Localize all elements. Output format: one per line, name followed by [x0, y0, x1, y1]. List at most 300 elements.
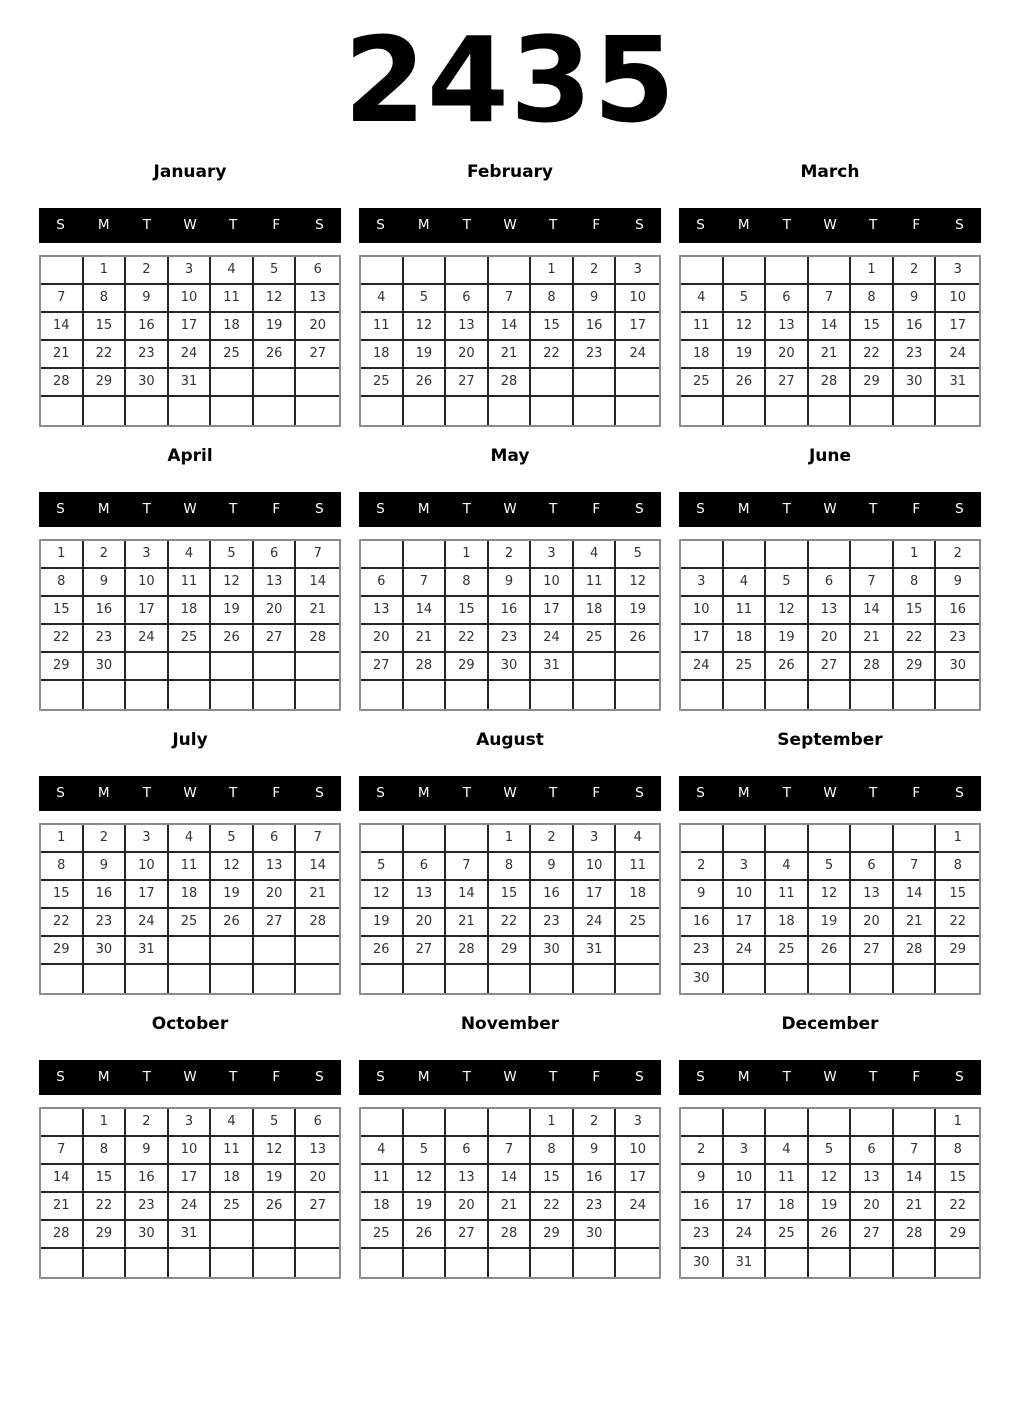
day-cell: 21 — [489, 1193, 532, 1221]
day-cell: 25 — [211, 341, 254, 369]
day-cell: 8 — [41, 853, 84, 881]
day-cell: 19 — [809, 909, 852, 937]
weekday-label: S — [376, 501, 385, 518]
day-cell: 12 — [809, 1165, 852, 1193]
empty-day-cell — [766, 541, 809, 569]
weekday-header-row — [679, 1060, 981, 1095]
day-cell: 27 — [296, 1193, 339, 1221]
day-cell: 21 — [809, 341, 852, 369]
day-cell: 15 — [84, 313, 127, 341]
weekday-label: S — [56, 501, 65, 518]
weekday-label: S — [376, 217, 385, 234]
weekday-label: T — [549, 785, 558, 802]
day-cell: 10 — [616, 285, 659, 313]
day-cell: 11 — [616, 853, 659, 881]
empty-day-cell — [404, 257, 447, 285]
empty-day-cell — [724, 965, 767, 993]
empty-day-cell — [574, 681, 617, 709]
day-cell: 9 — [126, 285, 169, 313]
weekday-label: S — [696, 1069, 705, 1086]
day-cell: 24 — [126, 625, 169, 653]
weekday-label: S — [635, 501, 644, 518]
day-cell: 12 — [766, 597, 809, 625]
weekday-label: T — [229, 217, 238, 234]
empty-day-cell — [766, 397, 809, 425]
month-grid — [359, 255, 661, 427]
day-cell: 24 — [936, 341, 979, 369]
empty-day-cell — [296, 681, 339, 709]
month-grid — [39, 1107, 341, 1279]
day-cell: 8 — [936, 1137, 979, 1165]
weekday-label: W — [503, 1069, 517, 1086]
day-cell: 6 — [851, 853, 894, 881]
day-cell: 2 — [936, 541, 979, 569]
day-cell: 26 — [404, 369, 447, 397]
day-cell: 31 — [169, 369, 212, 397]
day-cell: 1 — [489, 825, 532, 853]
day-cell: 3 — [681, 569, 724, 597]
day-cell: 28 — [41, 369, 84, 397]
day-cell: 7 — [489, 1137, 532, 1165]
day-cell: 22 — [531, 341, 574, 369]
empty-day-cell — [404, 681, 447, 709]
empty-day-cell — [446, 1109, 489, 1137]
empty-day-cell — [211, 1249, 254, 1277]
day-cell: 5 — [211, 825, 254, 853]
day-cell: 19 — [404, 341, 447, 369]
weekday-label: S — [315, 501, 324, 518]
day-cell: 1 — [851, 257, 894, 285]
day-cell: 10 — [574, 853, 617, 881]
day-cell: 16 — [84, 597, 127, 625]
day-cell: 16 — [489, 597, 532, 625]
day-cell: 11 — [361, 1165, 404, 1193]
day-cell: 28 — [489, 369, 532, 397]
empty-day-cell — [851, 397, 894, 425]
day-cell: 25 — [681, 369, 724, 397]
day-cell: 18 — [724, 625, 767, 653]
empty-day-cell — [404, 1109, 447, 1137]
day-cell: 27 — [296, 341, 339, 369]
day-cell: 2 — [681, 1137, 724, 1165]
day-cell: 7 — [894, 1137, 937, 1165]
weekday-label: T — [142, 1069, 151, 1086]
empty-day-cell — [211, 369, 254, 397]
empty-day-cell — [681, 825, 724, 853]
weekday-label: S — [635, 785, 644, 802]
empty-day-cell — [126, 653, 169, 681]
day-cell: 16 — [936, 597, 979, 625]
day-cell: 4 — [574, 541, 617, 569]
day-cell: 21 — [404, 625, 447, 653]
day-cell: 20 — [809, 625, 852, 653]
day-cell: 13 — [361, 597, 404, 625]
day-cell: 29 — [936, 1221, 979, 1249]
day-cell: 28 — [296, 625, 339, 653]
day-cell: 21 — [894, 1193, 937, 1221]
empty-day-cell — [296, 965, 339, 993]
weekday-label: M — [737, 1069, 750, 1086]
weekday-label: T — [782, 501, 791, 518]
day-cell: 15 — [936, 881, 979, 909]
empty-day-cell — [616, 397, 659, 425]
day-cell: 20 — [851, 1193, 894, 1221]
day-cell: 8 — [894, 569, 937, 597]
day-cell: 17 — [724, 1193, 767, 1221]
day-cell: 14 — [809, 313, 852, 341]
day-cell: 30 — [574, 1221, 617, 1249]
day-cell: 2 — [84, 825, 127, 853]
empty-day-cell — [616, 1221, 659, 1249]
day-cell: 9 — [574, 285, 617, 313]
weekday-label: W — [823, 1069, 837, 1086]
day-cell: 17 — [169, 313, 212, 341]
weekday-label: W — [183, 217, 197, 234]
weekday-label: F — [592, 217, 601, 234]
month-title: August — [476, 729, 544, 750]
empty-day-cell — [766, 825, 809, 853]
day-cell: 6 — [296, 1109, 339, 1137]
day-cell: 31 — [936, 369, 979, 397]
day-cell: 14 — [296, 853, 339, 881]
weekday-label: S — [635, 1069, 644, 1086]
weekday-label: T — [782, 217, 791, 234]
day-cell: 7 — [404, 569, 447, 597]
day-cell: 3 — [616, 1109, 659, 1137]
day-cell: 12 — [211, 853, 254, 881]
empty-day-cell — [254, 1221, 297, 1249]
day-cell: 27 — [851, 1221, 894, 1249]
day-cell: 13 — [766, 313, 809, 341]
day-cell: 30 — [126, 369, 169, 397]
empty-day-cell — [531, 1249, 574, 1277]
weekday-label: M — [737, 217, 750, 234]
day-cell: 24 — [616, 1193, 659, 1221]
weekday-label: T — [869, 501, 878, 518]
day-cell: 8 — [531, 1137, 574, 1165]
month-february — [359, 158, 661, 427]
weekday-label: T — [869, 1069, 878, 1086]
day-cell: 4 — [169, 825, 212, 853]
empty-day-cell — [616, 681, 659, 709]
day-cell: 16 — [574, 1165, 617, 1193]
day-cell: 30 — [681, 965, 724, 993]
weekday-label: F — [272, 785, 281, 802]
day-cell: 12 — [616, 569, 659, 597]
empty-day-cell — [489, 1249, 532, 1277]
day-cell: 22 — [84, 341, 127, 369]
day-cell: 23 — [894, 341, 937, 369]
weekday-label: W — [503, 785, 517, 802]
day-cell: 16 — [531, 881, 574, 909]
day-cell: 5 — [724, 285, 767, 313]
day-cell: 30 — [84, 653, 127, 681]
day-cell: 17 — [574, 881, 617, 909]
month-september — [679, 726, 981, 995]
empty-day-cell — [616, 653, 659, 681]
empty-day-cell — [211, 653, 254, 681]
day-cell: 15 — [531, 313, 574, 341]
empty-day-cell — [254, 1249, 297, 1277]
day-cell: 10 — [724, 1165, 767, 1193]
day-cell: 27 — [851, 937, 894, 965]
month-august — [359, 726, 661, 995]
empty-day-cell — [361, 825, 404, 853]
weekday-label: T — [142, 501, 151, 518]
day-cell: 10 — [936, 285, 979, 313]
empty-day-cell — [766, 1109, 809, 1137]
day-cell: 25 — [169, 909, 212, 937]
day-cell: 14 — [296, 569, 339, 597]
day-cell: 7 — [41, 285, 84, 313]
day-cell: 26 — [809, 937, 852, 965]
day-cell: 2 — [531, 825, 574, 853]
day-cell: 30 — [681, 1249, 724, 1277]
day-cell: 31 — [724, 1249, 767, 1277]
weekday-header-row — [39, 208, 341, 243]
day-cell: 10 — [531, 569, 574, 597]
day-cell: 17 — [616, 313, 659, 341]
day-cell: 29 — [84, 369, 127, 397]
empty-day-cell — [724, 1109, 767, 1137]
day-cell: 3 — [616, 257, 659, 285]
day-cell: 11 — [211, 285, 254, 313]
empty-day-cell — [446, 825, 489, 853]
empty-day-cell — [894, 681, 937, 709]
day-cell: 12 — [404, 313, 447, 341]
weekday-label: M — [737, 785, 750, 802]
weekday-label: T — [869, 217, 878, 234]
month-grid — [359, 1107, 661, 1279]
day-cell: 13 — [296, 1137, 339, 1165]
day-cell: 27 — [446, 369, 489, 397]
empty-day-cell — [126, 1249, 169, 1277]
empty-day-cell — [489, 681, 532, 709]
empty-day-cell — [446, 965, 489, 993]
day-cell: 3 — [126, 825, 169, 853]
day-cell: 8 — [446, 569, 489, 597]
day-cell: 27 — [361, 653, 404, 681]
day-cell: 16 — [126, 1165, 169, 1193]
day-cell: 3 — [531, 541, 574, 569]
month-title: October — [151, 1013, 229, 1034]
weekday-label: M — [417, 217, 430, 234]
empty-day-cell — [724, 825, 767, 853]
day-cell: 24 — [724, 1221, 767, 1249]
weekday-label: T — [462, 1069, 471, 1086]
day-cell: 8 — [84, 285, 127, 313]
day-cell: 25 — [361, 369, 404, 397]
day-cell: 24 — [724, 937, 767, 965]
day-cell: 1 — [84, 1109, 127, 1137]
day-cell: 17 — [724, 909, 767, 937]
weekday-label: W — [823, 785, 837, 802]
day-cell: 8 — [84, 1137, 127, 1165]
empty-day-cell — [169, 937, 212, 965]
month-grid — [679, 255, 981, 427]
day-cell: 20 — [446, 1193, 489, 1221]
day-cell: 9 — [84, 853, 127, 881]
weekday-header-row — [359, 1060, 661, 1095]
empty-day-cell — [169, 1249, 212, 1277]
day-cell: 21 — [489, 341, 532, 369]
empty-day-cell — [766, 965, 809, 993]
day-cell: 2 — [574, 1109, 617, 1137]
day-cell: 26 — [809, 1221, 852, 1249]
month-title: January — [153, 161, 227, 182]
day-cell: 13 — [446, 1165, 489, 1193]
empty-day-cell — [169, 653, 212, 681]
day-cell: 10 — [169, 1137, 212, 1165]
day-cell: 12 — [254, 285, 297, 313]
month-grid — [39, 539, 341, 711]
weekday-label: T — [462, 217, 471, 234]
day-cell: 2 — [126, 257, 169, 285]
day-cell: 3 — [724, 853, 767, 881]
empty-day-cell — [84, 965, 127, 993]
day-cell: 16 — [84, 881, 127, 909]
empty-day-cell — [574, 653, 617, 681]
day-cell: 19 — [404, 1193, 447, 1221]
weekday-label: T — [549, 1069, 558, 1086]
empty-day-cell — [894, 1109, 937, 1137]
empty-day-cell — [766, 1249, 809, 1277]
weekday-label: T — [229, 501, 238, 518]
empty-day-cell — [936, 397, 979, 425]
day-cell: 23 — [489, 625, 532, 653]
day-cell: 22 — [894, 625, 937, 653]
day-cell: 28 — [404, 653, 447, 681]
empty-day-cell — [851, 825, 894, 853]
empty-day-cell — [809, 681, 852, 709]
day-cell: 6 — [766, 285, 809, 313]
day-cell: 9 — [84, 569, 127, 597]
day-cell: 6 — [446, 285, 489, 313]
day-cell: 6 — [361, 569, 404, 597]
day-cell: 12 — [404, 1165, 447, 1193]
empty-day-cell — [489, 397, 532, 425]
day-cell: 3 — [936, 257, 979, 285]
empty-day-cell — [446, 257, 489, 285]
day-cell: 9 — [681, 1165, 724, 1193]
weekday-label: F — [912, 217, 921, 234]
empty-day-cell — [724, 541, 767, 569]
empty-day-cell — [169, 397, 212, 425]
day-cell: 6 — [446, 1137, 489, 1165]
weekday-label: S — [315, 785, 324, 802]
day-cell: 20 — [361, 625, 404, 653]
day-cell: 11 — [169, 853, 212, 881]
month-grid — [679, 539, 981, 711]
day-cell: 22 — [84, 1193, 127, 1221]
day-cell: 23 — [681, 1221, 724, 1249]
weekday-label: S — [696, 785, 705, 802]
day-cell: 4 — [211, 257, 254, 285]
day-cell: 2 — [84, 541, 127, 569]
day-cell: 17 — [169, 1165, 212, 1193]
empty-day-cell — [296, 937, 339, 965]
day-cell: 23 — [84, 625, 127, 653]
day-cell: 21 — [41, 341, 84, 369]
day-cell: 28 — [489, 1221, 532, 1249]
day-cell: 19 — [616, 597, 659, 625]
day-cell: 20 — [254, 881, 297, 909]
weekday-header-row — [39, 776, 341, 811]
month-title: March — [800, 161, 860, 182]
weekday-label: W — [503, 501, 517, 518]
day-cell: 26 — [361, 937, 404, 965]
empty-day-cell — [169, 681, 212, 709]
day-cell: 18 — [211, 313, 254, 341]
day-cell: 15 — [894, 597, 937, 625]
empty-day-cell — [41, 1249, 84, 1277]
day-cell: 5 — [404, 1137, 447, 1165]
day-cell: 29 — [446, 653, 489, 681]
empty-day-cell — [894, 965, 937, 993]
day-cell: 23 — [574, 341, 617, 369]
month-april — [39, 442, 341, 711]
day-cell: 10 — [724, 881, 767, 909]
month-december — [679, 1010, 981, 1279]
day-cell: 31 — [126, 937, 169, 965]
day-cell: 28 — [296, 909, 339, 937]
day-cell: 11 — [766, 1165, 809, 1193]
empty-day-cell — [489, 965, 532, 993]
empty-day-cell — [616, 937, 659, 965]
empty-day-cell — [574, 397, 617, 425]
day-cell: 13 — [851, 1165, 894, 1193]
weekday-label: T — [462, 501, 471, 518]
day-cell: 18 — [361, 1193, 404, 1221]
empty-day-cell — [169, 965, 212, 993]
day-cell: 25 — [766, 1221, 809, 1249]
day-cell: 16 — [681, 1193, 724, 1221]
day-cell: 1 — [531, 1109, 574, 1137]
day-cell: 15 — [41, 597, 84, 625]
day-cell: 10 — [126, 853, 169, 881]
weekday-label: S — [696, 217, 705, 234]
weekday-label: F — [592, 785, 601, 802]
day-cell: 15 — [489, 881, 532, 909]
day-cell: 9 — [574, 1137, 617, 1165]
day-cell: 4 — [681, 285, 724, 313]
day-cell: 20 — [851, 909, 894, 937]
day-cell: 15 — [851, 313, 894, 341]
day-cell: 21 — [296, 597, 339, 625]
day-cell: 8 — [531, 285, 574, 313]
weekday-label: F — [592, 501, 601, 518]
empty-day-cell — [446, 397, 489, 425]
day-cell: 29 — [851, 369, 894, 397]
day-cell: 16 — [126, 313, 169, 341]
day-cell: 18 — [681, 341, 724, 369]
empty-day-cell — [446, 681, 489, 709]
empty-day-cell — [41, 257, 84, 285]
day-cell: 5 — [254, 257, 297, 285]
weekday-label: F — [912, 501, 921, 518]
day-cell: 29 — [894, 653, 937, 681]
day-cell: 7 — [894, 853, 937, 881]
empty-day-cell — [489, 1109, 532, 1137]
empty-day-cell — [211, 681, 254, 709]
day-cell: 22 — [489, 909, 532, 937]
day-cell: 7 — [809, 285, 852, 313]
day-cell: 15 — [84, 1165, 127, 1193]
month-title: June — [808, 445, 852, 466]
day-cell: 14 — [41, 1165, 84, 1193]
day-cell: 14 — [851, 597, 894, 625]
empty-day-cell — [296, 1249, 339, 1277]
